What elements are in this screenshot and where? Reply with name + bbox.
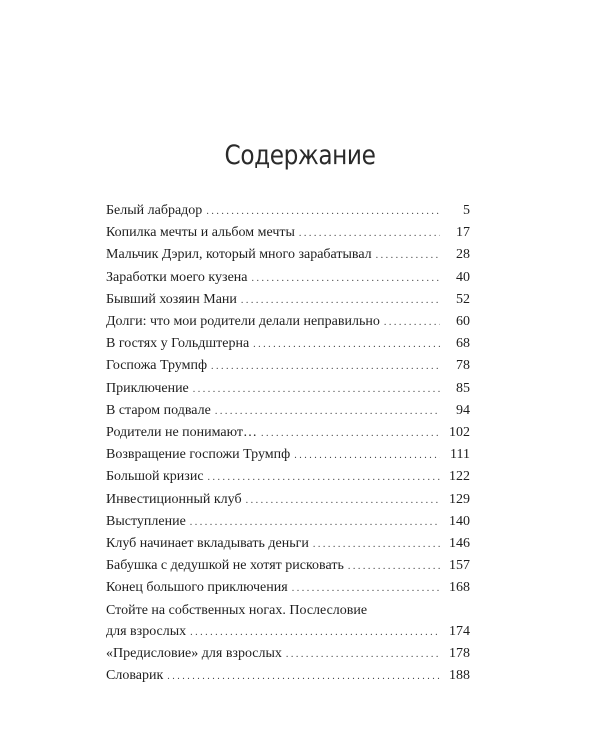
toc-entry — [106, 555, 470, 577]
toc-entry-page: 111 — [450, 447, 470, 463]
toc-entry — [106, 444, 470, 466]
dot-leader — [261, 422, 440, 444]
table-of-contents — [106, 200, 470, 687]
dot-leader — [348, 555, 440, 577]
toc-entry — [106, 400, 470, 422]
toc-entry-page: 129 — [449, 491, 470, 507]
toc-entry-title: Инвестиционный клуб — [106, 491, 242, 507]
toc-entry-page: 188 — [449, 668, 470, 684]
dot-leader — [376, 244, 440, 266]
toc-entry — [106, 222, 470, 244]
toc-entry-title: Белый лабрадор — [106, 203, 203, 218]
toc-entry-title: Стойте на собственных ногах. Послесловие — [106, 602, 368, 618]
toc-entry-title: Словарик — [106, 668, 164, 684]
toc-entry — [106, 533, 470, 555]
toc-entry-title: Родители не понимают… — [106, 425, 258, 441]
toc-entry — [106, 577, 470, 599]
toc-entry — [106, 489, 470, 511]
toc-entry-page: 40 — [456, 269, 470, 285]
dot-leader — [294, 444, 440, 466]
dot-leader — [241, 289, 440, 311]
toc-entry-page: 94 — [456, 402, 470, 418]
toc-entry — [106, 355, 470, 377]
dot-leader — [313, 533, 440, 555]
toc-entry — [106, 200, 470, 222]
toc-entry-page: 5 — [463, 203, 470, 218]
toc-entry-title: Большой кризис — [106, 469, 204, 485]
toc-entry — [106, 621, 470, 643]
dot-leader — [208, 466, 440, 488]
dot-leader — [246, 489, 440, 511]
toc-entry-title-line2: для взрослых — [106, 623, 187, 639]
dot-leader — [190, 511, 440, 533]
toc-entry — [106, 311, 470, 333]
dot-leader — [384, 311, 440, 333]
toc-entry — [106, 511, 470, 533]
toc-entry — [106, 466, 470, 488]
toc-entry — [106, 422, 470, 444]
toc-entry-title: Конец большого приключения — [106, 580, 288, 596]
toc-entry-page: 174 — [449, 623, 470, 639]
toc-entry-page: 168 — [449, 580, 470, 596]
dot-leader — [206, 200, 440, 222]
toc-entry-title: Возвращение госпожи Трумпф — [106, 447, 291, 463]
toc-entry-title: В гостях у Гольдштерна — [106, 336, 250, 352]
toc-entry-title: Приключение — [106, 380, 189, 396]
toc-entry — [106, 267, 470, 289]
dot-leader — [251, 267, 440, 289]
toc-entry-page: 178 — [449, 646, 470, 662]
toc-entry-title: Копилка мечты и альбом мечты — [106, 225, 295, 241]
toc-entry-title: Заработки моего кузена — [106, 269, 248, 285]
toc-entry-title: Бабушка с дедушкой не хотят рисковать — [106, 558, 344, 574]
dot-leader — [215, 400, 440, 422]
toc-entry — [106, 378, 470, 400]
toc-entry-title-line1-row — [106, 600, 470, 621]
dot-leader — [193, 378, 440, 400]
dot-leader — [299, 222, 440, 244]
dot-leader — [190, 621, 440, 643]
toc-entry — [106, 643, 470, 665]
toc-entry-title: Долги: что мои родители делали неправильно — [106, 314, 380, 330]
toc-entry-page: 140 — [449, 513, 470, 529]
toc-entry-page: 122 — [449, 469, 470, 485]
toc-entry-page: 146 — [449, 536, 470, 552]
toc-entry-title: Выступление — [106, 513, 186, 529]
toc-entry-page: 28 — [456, 247, 470, 263]
toc-entry-title: Госпожа Трумпф — [106, 358, 208, 374]
dot-leader — [211, 355, 440, 377]
toc-entry — [106, 244, 470, 266]
toc-entry-page: 17 — [456, 225, 470, 241]
dot-leader — [286, 643, 440, 665]
dot-leader — [167, 665, 440, 687]
dot-leader — [253, 333, 440, 355]
toc-entry-page: 157 — [449, 558, 470, 574]
toc-entry-page: 52 — [456, 291, 470, 307]
toc-entry-page: 60 — [456, 314, 470, 330]
toc-entry-title: Бывший хозяин Мани — [106, 291, 237, 307]
dot-leader — [292, 577, 440, 599]
toc-entry-page: 85 — [456, 380, 470, 396]
toc-entry — [106, 665, 470, 687]
toc-entry-title: «Предисловие» для взрослых — [106, 646, 282, 662]
toc-entry-title: Мальчик Дэрил, который много зарабатывал — [106, 247, 372, 263]
toc-entry — [106, 289, 470, 311]
toc-entry-title: Клуб начинает вкладывать деньги — [106, 536, 309, 552]
page-title: Содержание — [224, 140, 376, 171]
toc-entry-page: 78 — [456, 358, 470, 374]
toc-entry — [106, 333, 470, 355]
toc-entry-page: 68 — [456, 336, 470, 352]
toc-entry-page: 102 — [449, 425, 470, 441]
toc-entry-title: В старом подвале — [106, 402, 211, 418]
